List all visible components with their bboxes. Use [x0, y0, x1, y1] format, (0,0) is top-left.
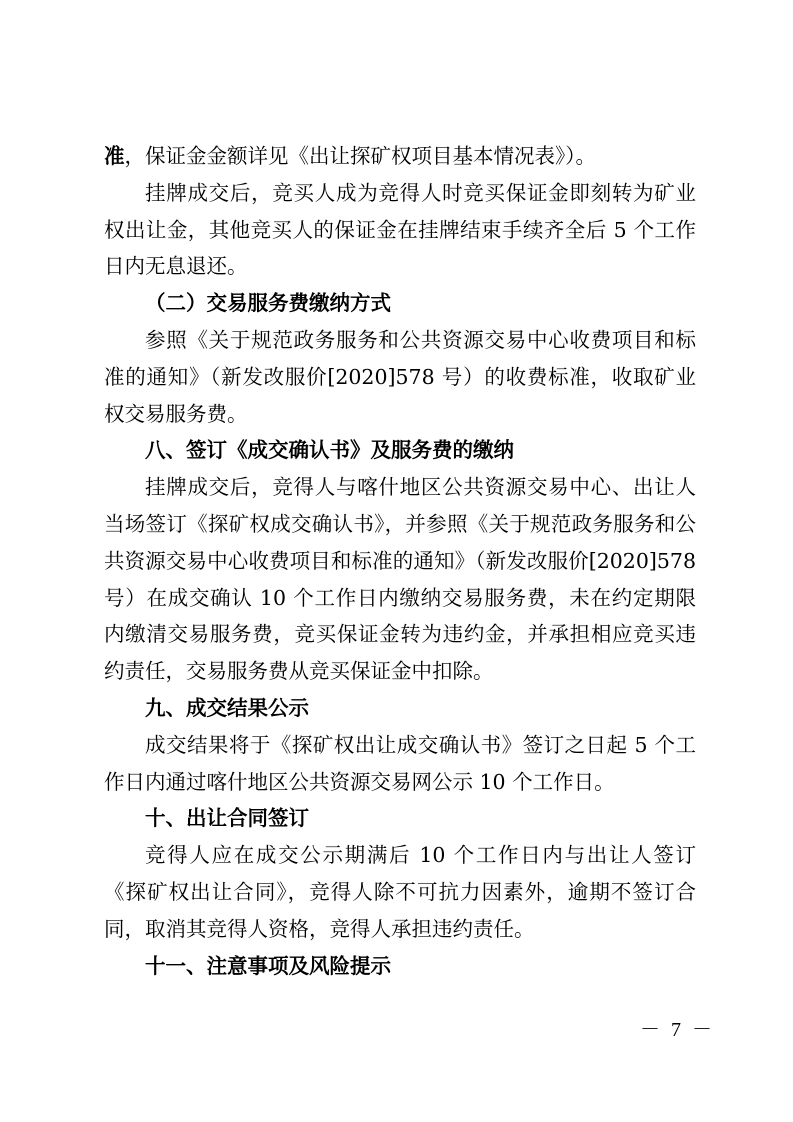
paragraph-service-fee-standard: 参照《关于规范政务服务和公共资源交易中心收费项目和标准的通知》（新发改服价[2020]578 号）的收费标准，收取矿业权交易服务费。 — [104, 327, 696, 426]
heading-section-9: 九、成交结果公示 — [145, 695, 309, 720]
paragraph-confirmation-signing: 挂牌成交后，竞得人与喀什地区公共资源交易中心、出让人当场签订《探矿权成交确认书》，并参照《关于规范政务服务和公共资源交易中心收费项目和标准的通知》（新发改服价[2020]578 号）在成交确认 10 个工作日内缴纳交易服务费，未在约定期限内缴清交易服务费，竞买保证金转为违约金，并承担相应竞买违约责任，交易服务费从竞买保证金中扣除。 — [104, 475, 696, 684]
page-number: － 7 － — [640, 1019, 715, 1041]
paragraph-deposit-transfer: 挂牌成交后，竞买人成为竞得人时竞买保证金即刻转为矿业权出让金，其他竞买人的保证金在挂牌结束手续齐全后 5 个工作日内无息退还。 — [104, 180, 696, 279]
heading-service-fee-payment: （二）交易服务费缴纳方式 — [145, 291, 391, 316]
document-body — [104, 138, 696, 984]
bold-lead-char: 准 — [104, 144, 125, 168]
paragraph-contract-signing: 竞得人应在成交公示期满后 10 个工作日内与出让人签订《探矿权出让合同》，竞得人除不可抗力因素外，逾期不签订合同，取消其竞得人资格，竞得人承担违约责任。 — [104, 843, 696, 941]
heading-section-8: 八、签订《成交确认书》及服务费的缴纳 — [145, 438, 514, 463]
paragraph-deposit-continued: 准，保证金金额详见《出让探矿权项目基本情况表》）。 — [104, 144, 596, 168]
heading-section-10: 十、出让合同签订 — [145, 806, 309, 831]
paragraph-result-publicity: 成交结果将于《探矿权出让成交确认书》签订之日起 5 个工作日内通过喀什地区公共资源交易网公示 10 个工作日。 — [104, 732, 696, 794]
heading-section-11: 十一、注意事项及风险提示 — [145, 953, 391, 978]
